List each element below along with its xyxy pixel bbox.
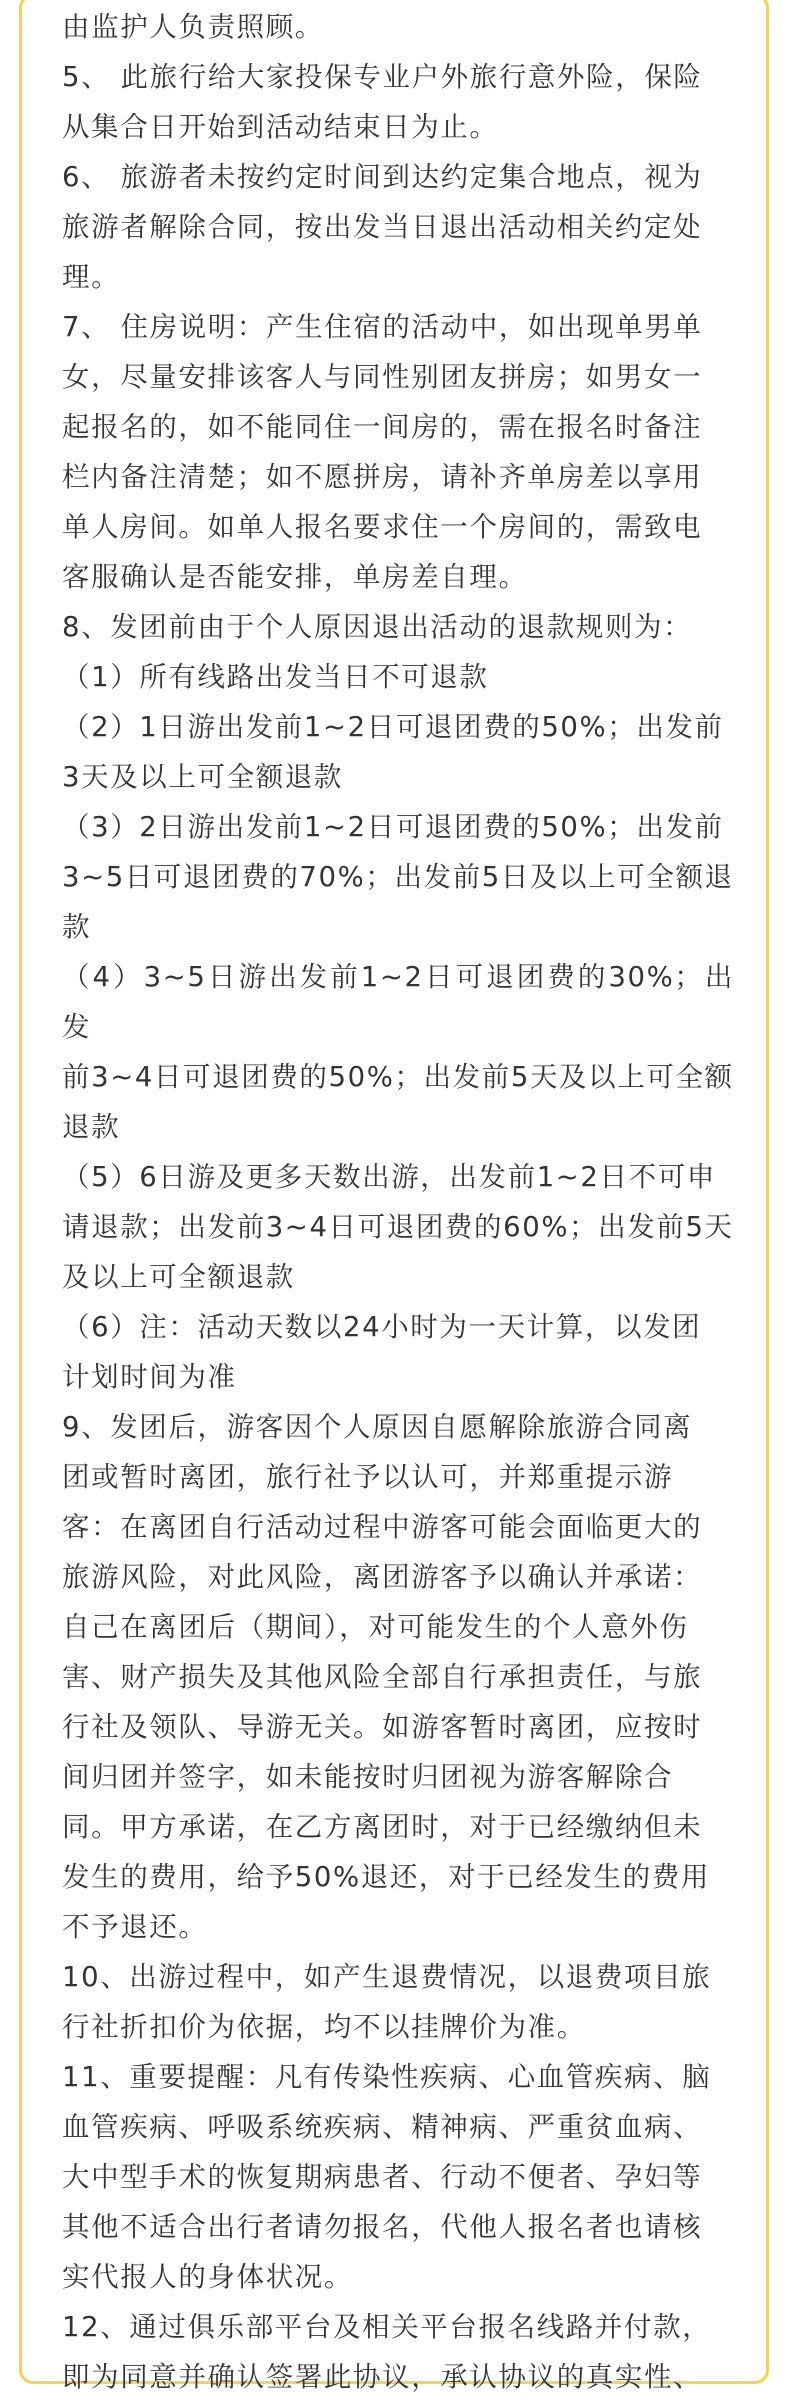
paragraph-refund-basis: 10、出游过程中，如产生退费情况，以退费项目旅 行社折扣价为依据，均不以挂牌价为准。 bbox=[62, 1961, 712, 2043]
refund-rule-2: （2）1日游出发前1~2日可退团费的50%；出发前 3天及以上可全额退款 bbox=[62, 711, 724, 793]
paragraph-health-warning: 11、重要提醒：凡有传染性疾病、心血管疾病、脑 血管疾病、呼吸系统疾病、精神病、严重贫血病、 大中型手术的恢复期病患者、行动不便者、孕妇等 其他不适合出行者请勿报名，代他人报名者也请核 实代报人的身体状况。 bbox=[62, 2061, 712, 2293]
paragraph-leaving-group: 9、发团后，游客因个人原因自愿解除旅游合同离 团或暂时离团，旅行社予以认可，并郑重提示游 客：在离团自行活动过程中游客可能会面临更大的 旅游风险，对此风险，离团游客予以确认并承诺： 自己在离团后（期间），对可能发生的个人意外伤 害、财产损失及其他风险全部自行承担责任，与旅 行社及领队、导游无关。如游客暂时离团，应按时 间归团并签字，如未能按时归团视为游客解除合 同。甲方承诺，在乙方离团时，对于已经缴纳但未 发生的费用，给予50%退还，对于已经发生的费用 不予退还。 bbox=[62, 1411, 710, 1943]
paragraph-accommodation: 7、 住房说明：产生住宿的活动中，如出现单男单 女，尽量安排该客人与同性别团友拼房；如男女一 起报名的，如不能同住一间房的，需在报名时备注 栏内备注清楚；如不愿拼房，请补齐单房差以享用 单人房间。如单人报名要求住一个房间的，需致电 客服确认是否能安排，单房差自理。 bbox=[62, 311, 703, 593]
paragraph-missed-meeting: 6、 旅游者未按约定时间到达约定集合地点，视为 旅游者解除合同，按出发当日退出活动相关约定处 理。 bbox=[62, 161, 703, 293]
refund-rule-5: （5）6日游及更多天数出游，出发前1~2日不可申 请退款；出发前3~4日可退团费的60%；出发前5天 及以上可全额退款 bbox=[62, 1161, 734, 1293]
refund-rule-1: （1）所有线路出发当日不可退款 bbox=[62, 661, 489, 693]
terms-document bbox=[62, 2, 734, 2402]
paragraph-agreement-consent: 12、通过俱乐部平台及相关平台报名线路并付款， 即为同意并确认签署此协议，承认协议的真实性、 bbox=[62, 2311, 712, 2393]
paragraph-insurance: 5、 此旅行给大家投保专业户外旅行意外险，保险 从集合日开始到活动结束日为止。 bbox=[62, 61, 703, 143]
refund-rule-3: （3）2日游出发前1~2日可退团费的50%；出发前 3~5日可退团费的70%；出发前5日及以上可全额退 款 bbox=[62, 811, 734, 943]
refund-rule-note: （6）注：活动天数以24小时为一天计算，以发团 计划时间为准 bbox=[62, 1311, 702, 1393]
paragraph-guardian-care: 由监护人负责照顾。 bbox=[62, 11, 324, 43]
paragraph-refund-rules-heading: 8、发团前由于个人原因退出活动的退款规则为： bbox=[62, 611, 693, 643]
refund-rule-4: （4）3~5日游出发前1~2日可退团费的30%；出发 前3~4日可退团费的50%；出发前5天及以上可全额 退款 bbox=[62, 961, 734, 1143]
